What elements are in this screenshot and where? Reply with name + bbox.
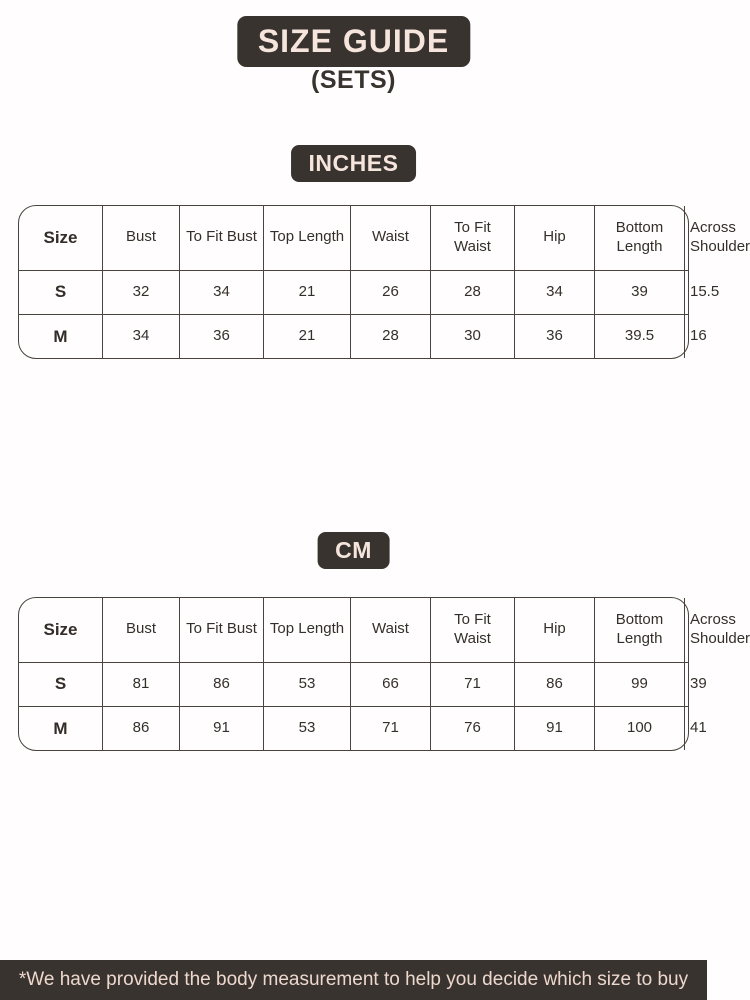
column-header-top-length: Top Length: [264, 598, 351, 662]
value-cell: 71: [431, 662, 515, 706]
table-row: [19, 662, 688, 706]
value-cell: 91: [515, 706, 595, 750]
value-cell: 71: [351, 706, 431, 750]
cm-size-table: [18, 597, 750, 751]
footnote-bar: [0, 960, 707, 1000]
value-cell: 39: [685, 662, 689, 706]
value-cell: 28: [431, 270, 515, 314]
column-header-hip: Hip: [515, 206, 595, 270]
size-cell: S: [19, 662, 103, 706]
value-cell: 99: [595, 662, 685, 706]
column-header-waist: Waist: [351, 598, 431, 662]
table-row: [19, 270, 688, 314]
column-header-size: Size: [19, 598, 103, 662]
page-title: SIZE GUIDE: [257, 23, 450, 59]
header-row: [19, 206, 688, 270]
value-cell: 36: [180, 314, 264, 358]
value-cell: 15.5: [685, 270, 689, 314]
inches-table: [19, 206, 750, 358]
size-cell: M: [19, 706, 103, 750]
value-cell: 81: [103, 662, 180, 706]
value-cell: 34: [515, 270, 595, 314]
column-header-to-fit-waist: To Fit Waist: [431, 598, 515, 662]
value-cell: 100: [595, 706, 685, 750]
inches-size-table: [18, 205, 750, 359]
value-cell: 39.5: [595, 314, 685, 358]
column-header-bust: Bust: [103, 206, 180, 270]
column-header-hip: Hip: [515, 598, 595, 662]
column-header-top-length: Top Length: [264, 206, 351, 270]
value-cell: 30: [431, 314, 515, 358]
column-header-across-shoulder: Across Shoulder: [685, 598, 689, 662]
column-header-bottom-length: Bottom Length: [595, 206, 685, 270]
value-cell: 34: [180, 270, 264, 314]
column-header-bust: Bust: [103, 598, 180, 662]
column-header-across-shoulder: Across Shoulder: [685, 206, 689, 270]
size-cell: S: [19, 270, 103, 314]
page-subtitle: (SETS): [311, 66, 396, 94]
size-cell: M: [19, 314, 103, 358]
title-badge: [237, 16, 470, 67]
value-cell: 21: [264, 270, 351, 314]
cm-unit-badge: CM: [317, 532, 390, 569]
value-cell: 32: [103, 270, 180, 314]
value-cell: 16: [690, 326, 707, 344]
value-cell: 86: [515, 662, 595, 706]
value-cell: 36: [515, 314, 595, 358]
table-row: [19, 706, 688, 750]
value-cell: 21: [264, 314, 351, 358]
value-cell: 41: [690, 718, 707, 736]
cm-table: [19, 598, 750, 750]
value-cell: 39: [595, 270, 685, 314]
value-cell: 91: [180, 706, 264, 750]
column-header-to-fit-bust: To Fit Bust: [180, 206, 264, 270]
value-cell: 86: [180, 662, 264, 706]
column-header-bottom-length: Bottom Length: [595, 598, 685, 662]
value-cell: 28: [351, 314, 431, 358]
value-cell: 76: [431, 706, 515, 750]
column-header-size: Size: [19, 206, 103, 270]
value-cell: 34: [103, 314, 180, 358]
value-cell: 53: [264, 706, 351, 750]
value-cell: 53: [264, 662, 351, 706]
column-header-waist: Waist: [351, 206, 431, 270]
header-row: [19, 598, 688, 662]
value-cell: 66: [351, 662, 431, 706]
value-cell: 26: [351, 270, 431, 314]
table-row: [19, 314, 688, 358]
column-header-to-fit-waist: To Fit Waist: [431, 206, 515, 270]
inches-unit-badge: INCHES: [291, 145, 417, 182]
value-cell: 86: [103, 706, 180, 750]
footnote-text: *We have provided the body measurement to help you decide which size to buy: [18, 969, 689, 990]
column-header-to-fit-bust: To Fit Bust: [180, 598, 264, 662]
